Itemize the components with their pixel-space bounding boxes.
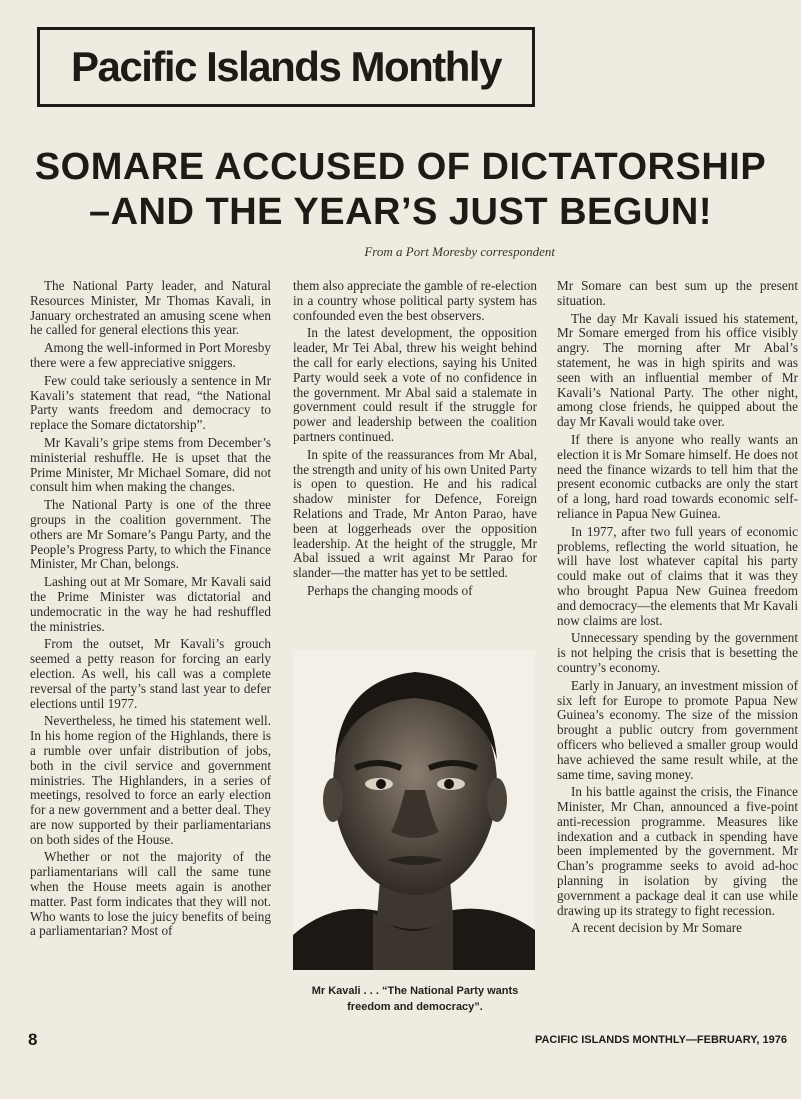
masthead-title: Pacific Islands Monthly: [71, 43, 501, 90]
paragraph: Mr Somare can best sum up the present situation.: [557, 278, 798, 308]
article-column-3: [557, 279, 798, 939]
paragraph: Few could take seriously a sentence in Mr Kavali’s statement that read, “the National Party wants freedom and democracy to replace the Somare dictatorship”.: [30, 372, 271, 433]
headline-line-1: SOMARE ACCUSED OF DICTATORSHIP: [34, 146, 767, 188]
portrait-illustration: [293, 650, 535, 970]
photo-caption: [290, 983, 540, 1015]
paragraph: Unnecessary spending by the government is not helping the crisis that is besetting the country’s economy.: [557, 630, 798, 675]
paragraph: Whether or not the majority of the parliamentarians will call the same tune when the House meets again is another matter. Past form indicates that they will not. Who wants to lose the juicy benefits of being a parliamentarian? Most of: [30, 849, 271, 939]
caption-line-1: Mr Kavali . . . “The National Party wants: [311, 985, 519, 997]
paragraph: In the latest development, the opposition leader, Mr Tei Abal, threw his weight behind the call for early elections, saying his United Party would seek a vote of no confidence in the government. Mr Abal said a stalemate in government could result if the struggle for power and leadership between the coalition partners continued.: [293, 325, 537, 444]
paragraph: A recent decision by Mr Somare: [571, 920, 743, 936]
article-column-2: [293, 279, 537, 602]
paragraph: In 1977, after two full years of economic problems, reflecting the world situation, he will have lost whatever capital his party could make out of claims that it was they who brought Papua New Guinea freedom and democracy—the elements that Mr Kavali now claims are lost.: [557, 523, 798, 628]
masthead: [37, 27, 535, 107]
article-column-1: [30, 279, 271, 942]
paragraph: From the outset, Mr Kavali’s grouch seemed a petty reason for forcing an early election. As well, his call was a complete reversal of the party’s stand last year to defer elections until 1977.: [30, 636, 271, 711]
paragraph: Lashing out at Mr Somare, Mr Kavali said the Prime Minister was dictatorial and undemocratic in the way he had reshuffled the ministries.: [30, 574, 271, 634]
paragraph: Nevertheless, he timed his statement well. In his home region of the Highlands, there is a rumble over unfair distribution of jobs, both in the civil service and government ministries. The Highlanders, in a series of meetings, resolved to force an early election for a new government and a better deal. They are now supported by their parliamentarians on both sides of the House.: [30, 713, 271, 847]
paragraph: The National Party leader, and Natural Resources Minister, Mr Thomas Kavali, in January orchestrated an amusing scene when he called for general elections this year.: [30, 278, 271, 338]
page-number: 8: [28, 1030, 38, 1049]
byline: From a Port Moresby correspondent: [364, 244, 555, 259]
headline-line-2: –AND THE YEAR’S JUST BEGUN!: [88, 191, 712, 233]
paragraph: Early in January, an investment mission of six left for Europe to promote Papua New Guinea’s economy. The size of the mission brought a public outcry from government officers who believed a smaller group would have achieved the same result while, at the same time, saving money.: [557, 677, 798, 782]
paragraph: In his battle against the crisis, the Finance Minister, Mr Chan, announced a five-point anti-recession programme. Measures like indexation and a cutback in spending have been implemented by the government. Mr Chan’s programme seeks to avoid ad-hoc planning in isolation by giving the government a package deal it can use while drawing up its strategy to fight recession.: [557, 784, 798, 918]
paragraph: Perhaps the changing moods of: [307, 582, 473, 598]
portrait-photo: [293, 650, 535, 970]
paragraph: Among the well-informed in Port Moresby there were a few appreciative sniggers.: [30, 340, 271, 370]
paragraph: them also appreciate the gamble of re-election in a country whose political party system has confounded even the best observers.: [293, 278, 537, 323]
running-footer: PACIFIC ISLANDS MONTHLY—FEBRUARY, 1976: [534, 1034, 787, 1046]
paragraph: The National Party is one of the three groups in the coalition government. The others are Mr Somare’s Pangu Party, and the People’s Progress Party, to which the Finance Minister, Mr Chan, belongs.: [30, 497, 271, 572]
paragraph: The day Mr Kavali issued his statement, Mr Somare emerged from his office visibly angry. The morning after Mr Abal’s statement, he was in high spirits and was seen with an influential member of Mr Kavali’s National Party. The other night, among close friends, he quipped about the day Mr Kavali would take over.: [557, 310, 798, 430]
caption-line-2: freedom and democracy”.: [347, 1001, 483, 1013]
paragraph: In spite of the reassurances from Mr Abal, the strength and unity of his own United Party is open to question. He and his radical shadow minister for Defence, Foreign Relations and Trade, Mr Anton Parao, have been at loggerheads over the opposition leadership. At the height of the struggle, Mr Abal issued a writ against Mr Parao for slander—the matter has yet to be settled.: [293, 446, 537, 581]
paragraph: If there is anyone who really wants an election it is Mr Somare himself. He does not need the finance wizards to tell him that the present economic cutbacks are only the start of a long, hard road towards economic self-reliance in Papua New Guinea.: [557, 431, 798, 521]
paragraph: Mr Kavali’s gripe stems from December’s ministerial reshuffle. He is upset that the Prime Minister, Mr Michael Somare, did not consult him when making the changes.: [30, 434, 271, 495]
